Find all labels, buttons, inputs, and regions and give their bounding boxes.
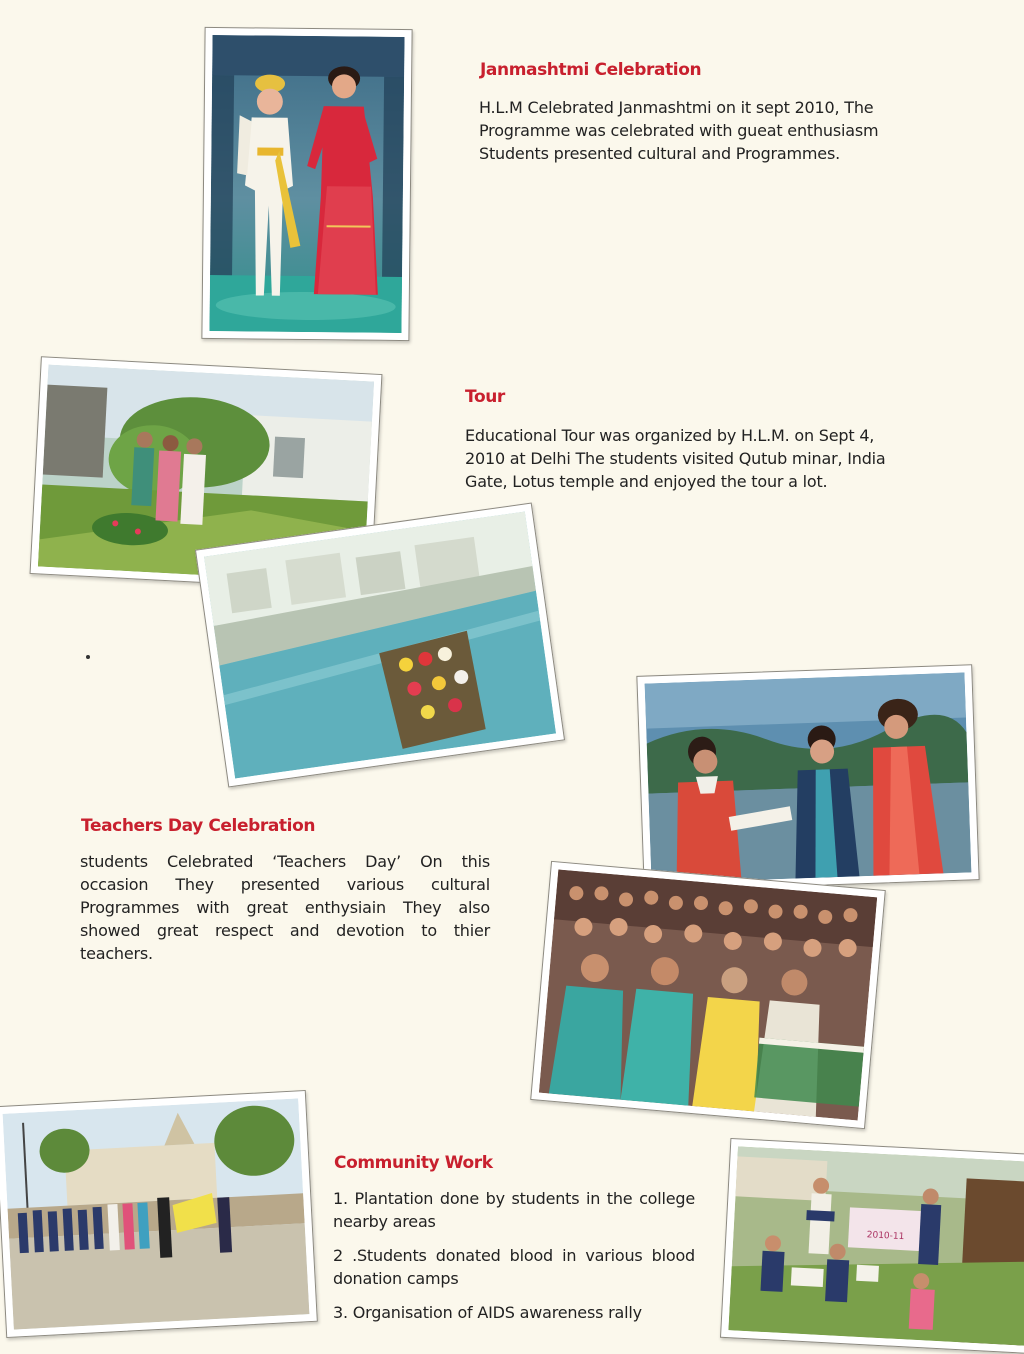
tour-heading: Tour <box>465 387 505 407</box>
community-work-list <box>333 1187 695 1335</box>
teachers-day-award-photo <box>636 664 979 892</box>
placard-text: 2010-11 <box>866 1230 904 1242</box>
tour-line: 2010 at Delhi The students visited Qutub minar, India <box>465 447 886 470</box>
teachers-day-audience-photo <box>530 861 886 1129</box>
tour-boat-photo <box>195 503 565 788</box>
teachers-day-description: students Celebrated ‘Teachers Day’ On this occasion They presented various cultural Programmes with great enthysiain They also showed great respect and devotion to thier teachers. <box>80 850 490 965</box>
community-work-item: 3. Organisation of AIDS awareness rally <box>333 1301 695 1324</box>
community-rally-photo <box>0 1090 318 1338</box>
community-work-heading: Community Work <box>334 1153 493 1173</box>
community-work-item: 1. Plantation done by students in the college nearby areas <box>333 1187 695 1233</box>
teachers-day-heading: Teachers Day Celebration <box>81 816 315 836</box>
janmashtmi-description <box>479 96 878 165</box>
janmashtmi-line: Students presented cultural and Programmes. <box>479 142 878 165</box>
print-speck <box>86 655 90 659</box>
tour-description <box>465 424 886 493</box>
janmashtmi-stage-photo <box>201 27 412 341</box>
tour-line: Educational Tour was organized by H.L.M. on Sept 4, <box>465 424 886 447</box>
janmashtmi-heading: Janmashtmi Celebration <box>480 60 701 80</box>
janmashtmi-line: H.L.M Celebrated Janmashtmi on it sept 2010, The <box>479 96 878 119</box>
community-plantation-photo <box>720 1138 1024 1354</box>
janmashtmi-line: Programme was celebrated with gueat enthusiasm <box>479 119 878 142</box>
tour-line: Gate, Lotus temple and enjoyed the tour a lot. <box>465 470 886 493</box>
community-work-item: 2 .Students donated blood in various blood donation camps <box>333 1244 695 1290</box>
